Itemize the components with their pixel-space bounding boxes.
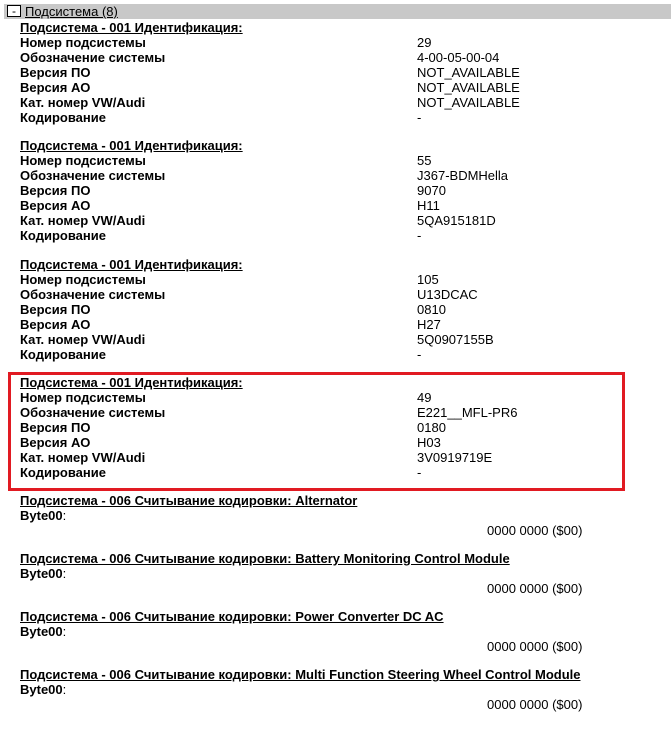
- software-version-row: [20, 183, 660, 198]
- field-label: Обозначение системы: [20, 168, 166, 183]
- field-label: Кодирование: [20, 347, 106, 362]
- coding-block: [20, 667, 660, 717]
- part-number-row: [20, 213, 660, 228]
- block-title: Подсистема - 006 Считывание кодировки: Alternator: [20, 493, 358, 508]
- field-value: 4-00-05-00-04: [417, 50, 500, 65]
- byte-label-colon: :: [62, 624, 67, 639]
- field-value: -: [417, 228, 422, 243]
- field-label: Версия ПО: [20, 302, 91, 317]
- software-version-row: [20, 302, 660, 317]
- field-value: H27: [417, 317, 441, 332]
- field-value: -: [417, 110, 422, 125]
- field-value: 5QA915181D: [417, 213, 496, 228]
- field-label: Кат. номер VW/Audi: [20, 450, 146, 465]
- byte-label-text: Byte00: [20, 682, 63, 697]
- coding-row: [20, 347, 660, 362]
- coding-row: [20, 110, 660, 125]
- field-value: E221__MFL-PR6: [417, 405, 518, 420]
- field-label: Кодирование: [20, 110, 106, 125]
- field-value: NOT_AVAILABLE: [417, 65, 520, 80]
- field-value: 9070: [417, 183, 446, 198]
- block-title: Подсистема - 006 Считывание кодировки: Battery Monitoring Control Module: [20, 551, 510, 566]
- field-value: NOT_AVAILABLE: [417, 95, 520, 110]
- coding-block: [20, 493, 660, 543]
- field-value: U13DCAC: [417, 287, 478, 302]
- field-label: Обозначение системы: [20, 287, 166, 302]
- subsystem-number-row: [20, 153, 660, 168]
- field-label: Версия ПО: [20, 65, 91, 80]
- field-label: Номер подсистемы: [20, 35, 146, 50]
- field-value: H03: [417, 435, 441, 450]
- block-title: Подсистема - 001 Идентификация:: [20, 138, 243, 153]
- field-label: Версия ПО: [20, 420, 91, 435]
- byte-value: 0000 0000 ($00): [487, 523, 583, 538]
- field-value: H11: [417, 198, 440, 213]
- byte-label: [20, 624, 660, 639]
- field-label: Версия АО: [20, 317, 91, 332]
- hardware-version-row: [20, 198, 660, 213]
- byte-label-colon: :: [62, 682, 67, 697]
- field-label: Номер подсистемы: [20, 390, 146, 405]
- identification-block: [20, 257, 660, 362]
- collapse-toggle-button[interactable]: -: [7, 5, 21, 17]
- byte-label-colon: :: [62, 566, 67, 581]
- system-designation-row: [20, 168, 660, 183]
- hardware-version-row: [20, 317, 660, 332]
- byte-value: 0000 0000 ($00): [487, 581, 583, 596]
- system-designation-row: [20, 50, 660, 65]
- field-value: 3V0919719E: [417, 450, 493, 465]
- field-value: 29: [417, 35, 432, 50]
- highlight-box: [8, 372, 625, 491]
- byte-label: [20, 566, 660, 581]
- byte-label-text: Byte00: [20, 624, 63, 639]
- byte-label-text: Byte00: [20, 508, 63, 523]
- subsystem-number-row: [20, 272, 660, 287]
- field-value: 105: [417, 272, 439, 287]
- field-label: Версия АО: [20, 198, 91, 213]
- coding-block: [20, 551, 660, 601]
- field-label: Кодирование: [20, 465, 106, 480]
- field-value: 0810: [417, 302, 446, 317]
- system-designation-row: [20, 287, 660, 302]
- field-value: -: [417, 465, 422, 480]
- field-label: Кодирование: [20, 228, 106, 243]
- byte-label-text: Byte00: [20, 566, 63, 581]
- field-value: 55: [417, 153, 432, 168]
- field-value: 5Q0907155B: [417, 332, 494, 347]
- part-number-row: [20, 332, 660, 347]
- field-value: -: [417, 347, 422, 362]
- byte-label: [20, 682, 660, 697]
- coding-row: [20, 228, 660, 243]
- coding-block: [20, 609, 660, 659]
- field-label: Версия ПО: [20, 183, 91, 198]
- byte-label: [20, 508, 660, 523]
- block-title: Подсистема - 006 Считывание кодировки: Power Converter DC AC: [20, 609, 444, 624]
- block-title: Подсистема - 001 Идентификация:: [20, 257, 243, 272]
- part-number-row: [20, 95, 660, 110]
- field-value: 0180: [417, 420, 446, 435]
- byte-value: 0000 0000 ($00): [487, 639, 583, 654]
- identification-block: [20, 138, 660, 243]
- field-value: NOT_AVAILABLE: [417, 80, 520, 95]
- block-title: Подсистема - 001 Идентификация:: [20, 20, 243, 35]
- field-label: Обозначение системы: [20, 50, 166, 65]
- field-label: Номер подсистемы: [20, 272, 146, 287]
- block-title: Подсистема - 006 Считывание кодировки: Multi Function Steering Wheel Control Module: [20, 667, 581, 682]
- identification-block: [20, 20, 660, 125]
- subsystem-section-header: [4, 4, 671, 19]
- field-label: Обозначение системы: [20, 405, 166, 420]
- field-value: J367-BDMHella: [417, 168, 509, 183]
- section-title: Подсистема (8): [25, 4, 118, 19]
- field-label: Кат. номер VW/Audi: [20, 213, 146, 228]
- field-label: Кат. номер VW/Audi: [20, 332, 146, 347]
- byte-label-colon: :: [62, 508, 67, 523]
- subsystem-number-row: [20, 35, 660, 50]
- field-label: Версия АО: [20, 435, 91, 450]
- byte-value: 0000 0000 ($00): [487, 697, 583, 712]
- field-label: Номер подсистемы: [20, 153, 146, 168]
- hardware-version-row: [20, 80, 660, 95]
- field-label: Кат. номер VW/Audi: [20, 95, 146, 110]
- software-version-row: [20, 65, 660, 80]
- block-title: Подсистема - 001 Идентификация:: [20, 375, 243, 390]
- field-value: 49: [417, 390, 432, 405]
- field-label: Версия АО: [20, 80, 91, 95]
